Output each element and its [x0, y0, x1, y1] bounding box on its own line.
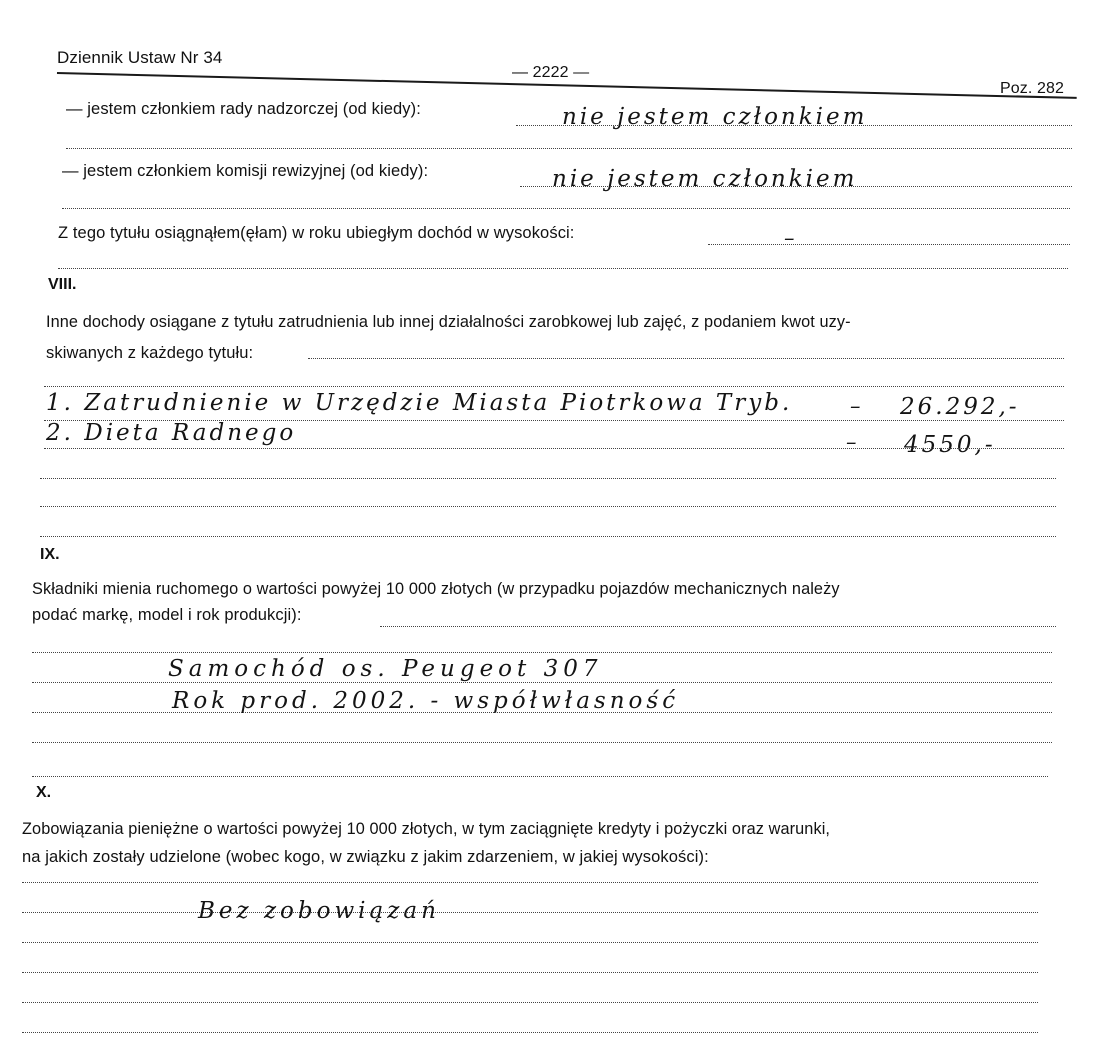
- movable-property-line1: Samochód os. Peugeot 307: [168, 656, 603, 682]
- dotted-line: [40, 478, 1056, 479]
- dotted-line: [44, 448, 1064, 449]
- section-viii-prompt-line1: Inne dochody osiągane z tytułu zatrudnienia lub innej działalności zarobkowej lub zajęć, z podaniem kwot uzy-: [46, 313, 851, 331]
- section-viii-prompt-line2: skiwanych z każdego tytułu:: [46, 344, 254, 362]
- dotted-line: [380, 626, 1056, 627]
- audit-committee-label: — jestem członkiem komisji rewizyjnej (od kiedy):: [62, 162, 429, 180]
- dotted-line: [22, 942, 1038, 943]
- section-x-prompt-line1: Zobowiązania pieniężne o wartości powyżej 10 000 złotych, w tym zaciągnięte kredyty i pożyczki oraz warunki,: [22, 820, 831, 838]
- income-entry-1-amount: 26.292,-: [900, 394, 1020, 420]
- dotted-line: [58, 268, 1068, 269]
- dotted-line: [32, 712, 1052, 713]
- income-label: Z tego tytułu osiągnąłem(ęłam) w roku ubiegłym dochód w wysokości:: [58, 224, 575, 242]
- journal-title: Dziennik Ustaw Nr 34: [57, 48, 223, 67]
- supervisory-board-answer: nie jestem członkiem: [562, 104, 868, 130]
- dotted-line: [22, 1032, 1038, 1033]
- income-entry-1-dash: –: [850, 394, 862, 418]
- dotted-line: [22, 882, 1038, 883]
- section-x-prompt-line2: na jakich zostały udzielone (wobec kogo, w związku z jakim zdarzeniem, w jakiej wysokości):: [22, 848, 709, 866]
- dotted-line: [40, 506, 1056, 507]
- section-x-heading: X.: [36, 784, 52, 801]
- dotted-line: [22, 912, 1038, 913]
- dotted-line: [308, 358, 1064, 359]
- dotted-line: [32, 776, 1048, 777]
- dotted-line: [40, 536, 1056, 537]
- dotted-line: [44, 386, 1064, 387]
- income-entry-2-amount: 4550,-: [904, 432, 996, 458]
- supervisory-board-label: — jestem członkiem rady nadzorczej (od kiedy):: [66, 100, 421, 118]
- dotted-line: [32, 742, 1052, 743]
- liabilities-answer: Bez zobowiązań: [198, 898, 440, 924]
- income-entry-1-text: 1. Zatrudnienie w Urzędzie Miasta Piotrkowa Tryb.: [46, 390, 793, 416]
- dotted-line: [66, 148, 1072, 149]
- income-entry-2-dash: –: [846, 430, 858, 454]
- dotted-line: [22, 972, 1038, 973]
- income-answer-line: [708, 244, 1070, 245]
- page-number: — 2222 —: [512, 64, 590, 81]
- dotted-line: [62, 208, 1070, 209]
- income-entry-2-text: 2. Dieta Radnego: [46, 420, 297, 446]
- dotted-line: [32, 682, 1052, 683]
- dotted-line: [32, 652, 1052, 653]
- section-ix-heading: IX.: [40, 546, 60, 563]
- income-answer: –: [784, 226, 796, 250]
- section-ix-prompt-line2: podać markę, model i rok produkcji):: [32, 606, 302, 624]
- movable-property-line2: Rok prod. 2002. - współwłasność: [172, 688, 680, 714]
- section-ix-prompt-line1: Składniki mienia ruchomego o wartości powyżej 10 000 złotych (w przypadku pojazdów mechanicznych należy: [32, 580, 840, 598]
- dotted-line: [22, 1002, 1038, 1003]
- section-viii-heading: VIII.: [48, 276, 77, 293]
- audit-committee-answer: nie jestem członkiem: [552, 166, 858, 192]
- position-number: Poz. 282: [1000, 80, 1064, 97]
